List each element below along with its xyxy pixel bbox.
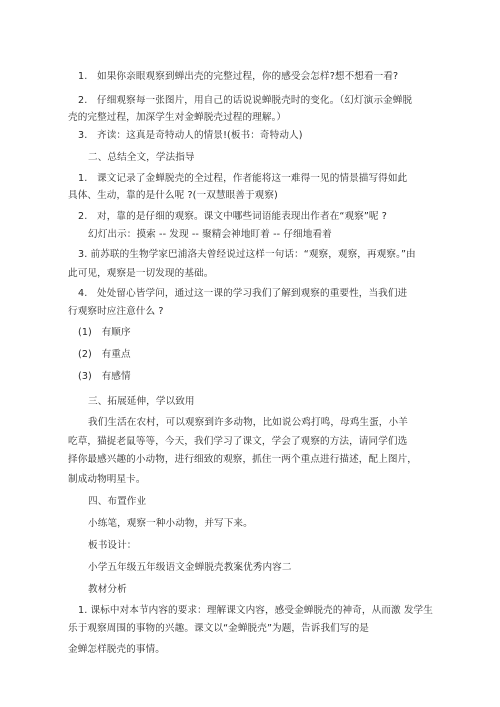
text-line: 4. 处处留心皆学问，通过这一课的学习我们了解到观察的重要性，当我们进 — [78, 288, 408, 299]
text-line: 2. 对，靠的是仔细的观察。课文中哪些词语能表现出作者在“观察”呢 ? — [78, 211, 387, 222]
text-line: 幻灯出示：摸索 -- 发现 -- 聚精会神地盯着 -- 仔细地看着 — [88, 229, 332, 240]
text-line: 小练笔，观察一种小动物，并写下来。 — [88, 518, 253, 529]
text-line: 此可见，观察是一切发现的基础。 — [68, 268, 214, 279]
section-heading: 二、总结全文，学法指导 — [88, 152, 195, 163]
text-line: 3. 前苏联的生物学家巴浦洛夫曾经说过这样一句话：“观察，观察，再观察。”由 — [78, 249, 416, 260]
section-heading: 四、布置作业 — [88, 496, 147, 507]
text-line: 1. 如果你亲眼观察到蝉出壳的完整过程，你的感受会怎样?想不想看一看? — [78, 71, 399, 82]
text-line: 1. 课文记录了金蝉脱壳的全过程，作者能将这一难得一见的情景描写得如此 — [78, 173, 408, 184]
section-heading: 教材分析 — [88, 584, 127, 595]
text-line: 金蝉怎样脱壳的事情。 — [68, 644, 165, 655]
section-heading: 三、拓展延伸，学以致用 — [88, 396, 195, 407]
text-line: 制成动物明星卡。 — [68, 474, 146, 485]
text-line: 1. 课标中对本节内容的要求：理解课文内容，感受金蝉脱壳的神奇，从而激 发学生 — [78, 605, 433, 616]
text-line: 吃草，猫捉老鼠等等，今天，我们学习了课文，学会了观察的方法，请同学们选 — [68, 436, 408, 447]
text-line: 择你最感兴趣的小动物，进行细致的观察，抓住一两个重点进行描述，配上图片， — [68, 454, 417, 465]
text-line: 具体、生动，靠的是什么呢 ?(一双慧眼善于观察) — [68, 190, 278, 201]
list-item: (1) 有顺序 — [78, 327, 131, 338]
text-line: 板书设计： — [88, 540, 137, 551]
text-line: 3. 齐读：这真是奇特动人的情景!(板书：奇特动人) — [78, 130, 303, 141]
text-line: 行观察时应注意什么 ? — [68, 306, 164, 317]
text-line: 2. 仔细观察每一张图片，用自己的话说说蝉脱壳时的变化。（幻灯演示金蝉脱 — [78, 95, 413, 106]
text-line: 壳的完整过程，加深学生对金蝉脱壳过程的理解。） — [68, 112, 287, 123]
text-line: 我们生活在农村，可以观察到许多动物，比如说公鸡打鸣，母鸡生蛋，小羊 — [88, 417, 408, 428]
text-line: 小学五年级五年级语文金蝉脱壳教案优秀内容二 — [88, 562, 292, 573]
list-item: (3) 有感情 — [78, 371, 131, 382]
list-item: (2) 有重点 — [78, 349, 131, 360]
text-line: 乐于观察周围的事物的兴趣。课文以“金蝉脱壳”为题，告诉我们写的是 — [68, 623, 369, 634]
